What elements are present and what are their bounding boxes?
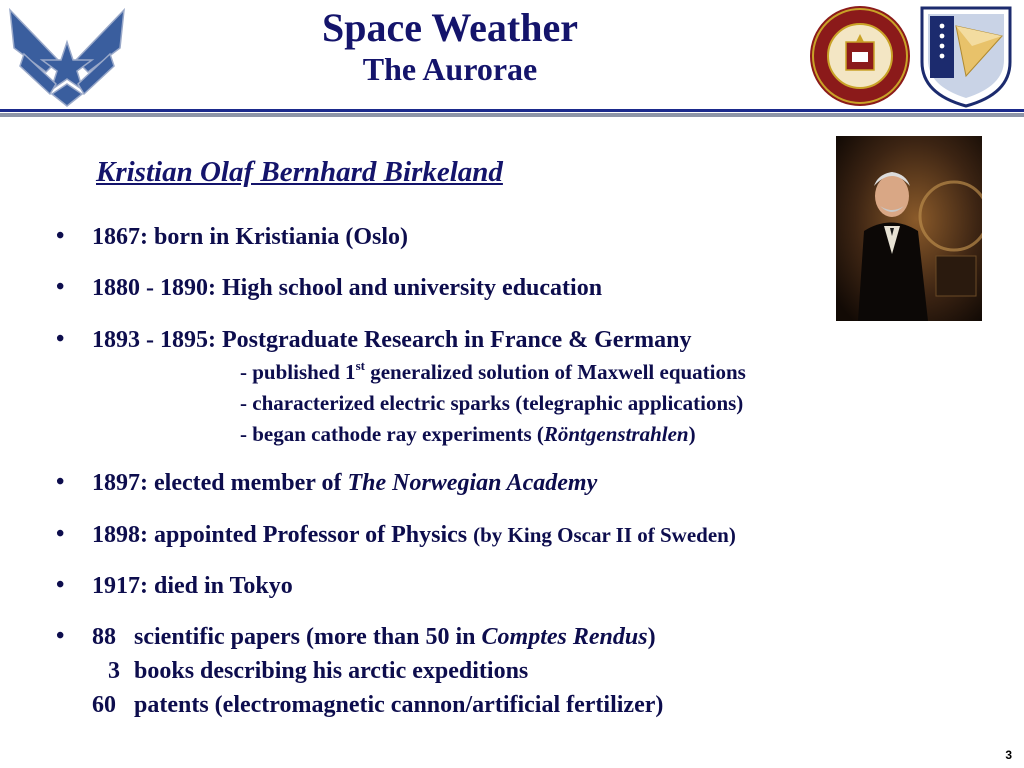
bullet-born: 1867: born in Kristiania (Oslo) — [92, 224, 409, 250]
bullet-glyph: • — [56, 326, 65, 352]
subitem-maxwell: - published 1st generalized solution of Maxwell equations — [240, 358, 746, 384]
bullet-glyph: • — [56, 274, 65, 300]
subitem-sparks: - characterized electric sparks (telegraphic applications) — [240, 391, 744, 415]
subitem-cathode: - began cathode ray experiments (Röntgenstrahlen) — [240, 422, 696, 446]
subject-heading: Kristian Olaf Bernhard Birkeland — [96, 156, 503, 188]
afrl-logo — [914, 2, 1018, 108]
boston-college-seal — [808, 4, 912, 108]
birkeland-portrait-photo — [836, 136, 982, 321]
bullet-glyph: • — [56, 572, 65, 598]
bullet-glyph: • — [56, 521, 65, 547]
slide-title: Space Weather — [322, 5, 578, 50]
header-rule-blue — [0, 109, 1024, 112]
bullet-education: 1880 - 1890: High school and university education — [92, 275, 603, 301]
bullet-died: 1917: died in Tokyo — [92, 573, 293, 599]
bullet-glyph: • — [56, 623, 65, 649]
bullet-postgraduate: 1893 - 1895: Postgraduate Research in France & Germany — [92, 327, 692, 353]
slide-subtitle: The Aurorae — [362, 51, 538, 87]
bullet-glyph: • — [56, 223, 65, 249]
publications-papers: 88 scientific papers (more than 50 in Comptes Rendus) — [92, 624, 656, 650]
publications-books: 3 books describing his arctic expeditions — [108, 658, 529, 684]
header-rule-gray — [0, 113, 1024, 117]
page-number: 3 — [1005, 748, 1012, 762]
bullet-professor: 1898: appointed Professor of Physics (by King Oscar II of Sweden) — [92, 522, 736, 548]
bullet-glyph: • — [56, 469, 65, 495]
bullet-academy: 1897: elected member of The Norwegian Academy — [92, 470, 598, 496]
publications-patents: 60 patents (electromagnetic cannon/artificial fertilizer) — [92, 692, 664, 718]
